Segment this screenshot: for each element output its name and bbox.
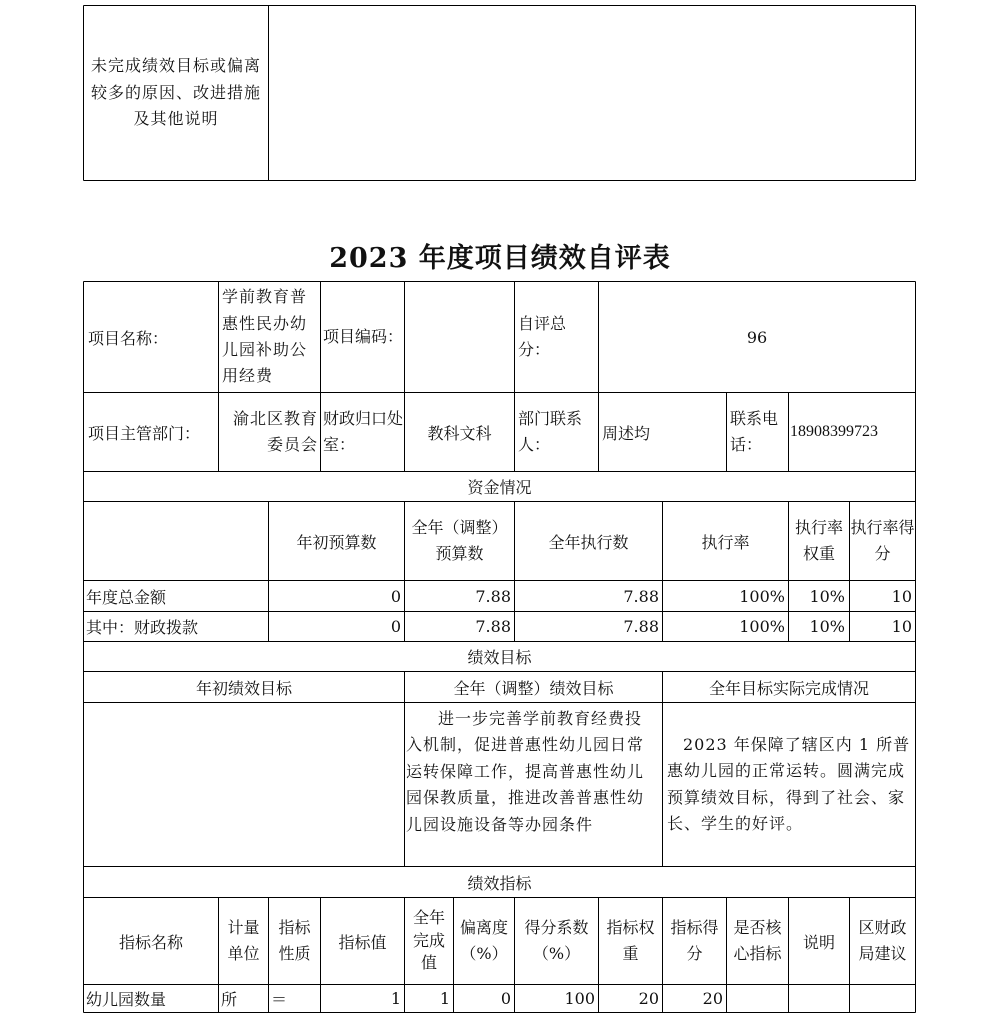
project-code-cell	[405, 282, 514, 392]
ind-col-header	[599, 898, 662, 984]
table-row	[86, 985, 218, 1012]
ind-col-score: 指标得分	[670, 917, 719, 963]
phone-label: 联系电话：	[730, 408, 779, 454]
contact-label-cell	[518, 393, 596, 471]
finance-office-label-cell	[323, 393, 403, 471]
unfinished-reason-value	[269, 6, 915, 180]
ind-col-header	[789, 898, 849, 984]
ind-row-deviation: 0	[500, 989, 511, 1008]
ind-row-coefficient: 100	[564, 989, 595, 1008]
funds-row-total-label: 年度总金额	[86, 587, 167, 607]
funds-col-rate-weight: 执行率权重	[794, 517, 843, 563]
funds-fiscal-rate: 100%	[739, 617, 785, 636]
goals-initial-cell	[88, 706, 400, 864]
funds-col-rate-score: 执行率得分	[850, 517, 915, 563]
funds-fiscal-adjusted: 7.88	[475, 617, 511, 636]
table-cell	[663, 985, 723, 1012]
funds-col-adjusted-budget: 全年（调整）预算数	[411, 517, 508, 563]
project-name-cell	[222, 282, 318, 392]
ind-col-header	[727, 898, 788, 984]
project-name: 学前教育普惠性民办幼儿园补助公用经费	[222, 287, 308, 386]
ind-col-header	[405, 898, 453, 984]
goals-col-initial: 年初绩效目标	[195, 678, 292, 698]
funds-total-executed: 7.88	[623, 586, 659, 606]
ind-row-completed: 1	[439, 989, 450, 1008]
table-cell	[599, 985, 659, 1012]
project-code-label-cell	[323, 282, 403, 392]
project-name-label: 项目名称：	[88, 328, 169, 348]
ind-col-name: 指标名称	[118, 932, 183, 952]
funds-section-title-text: 资金情况	[467, 478, 532, 497]
ind-row-target: 1	[390, 989, 401, 1008]
goals-actual-text: 2023 年保障了辖区内 1 所普惠幼儿园的正常运转。圆满完成预算绩效目标，得到了社会、家长、学生的好评。	[667, 734, 911, 833]
funds-total-weight: 10%	[809, 586, 845, 606]
project-code-label: 项目编码：	[323, 326, 404, 346]
project-name-label-cell	[88, 282, 218, 392]
table-cell	[269, 612, 401, 641]
table-cell	[515, 985, 595, 1012]
finance-office-value: 教科文科	[427, 423, 492, 443]
indicators-section-title	[84, 867, 915, 897]
ind-col-header	[663, 898, 726, 984]
dept-cell	[222, 393, 318, 471]
ind-col-header	[321, 898, 404, 984]
ind-col-header	[84, 898, 218, 984]
goals-actual-cell	[667, 703, 911, 866]
self-score-cell	[599, 282, 915, 392]
ind-row-unit: 所	[221, 990, 238, 1009]
ind-col-core: 是否核心指标	[733, 917, 782, 963]
top-table-label-cell	[84, 6, 268, 180]
indicators-section-title-text: 绩效指标	[467, 873, 532, 893]
funds-fiscal-executed: 7.88	[623, 617, 659, 636]
table-cell	[663, 581, 785, 611]
funds-total-initial: 0	[390, 586, 401, 606]
goals-section-title	[84, 642, 915, 671]
funds-col-exec-rate: 执行率	[701, 532, 750, 552]
funds-section-title	[84, 472, 915, 501]
self-score-label-cell	[518, 282, 596, 392]
funds-col-executed: 全年执行数	[548, 532, 629, 552]
self-score-label: 自评总分：	[518, 313, 567, 359]
ind-row-weight: 20	[638, 989, 659, 1008]
table-cell	[405, 985, 450, 1012]
ind-col-weight: 指标权重	[606, 917, 655, 963]
table-cell	[221, 985, 268, 1012]
dept-value: 渝北区教育委员会	[232, 408, 318, 454]
funds-total-rate: 100%	[739, 586, 785, 606]
table-cell	[321, 985, 401, 1012]
funds-col-header	[515, 502, 662, 580]
goals-adjusted-text: 进一步完善学前教育经费投入机制，促进普惠性幼儿园日常运转保障工作，提高普惠性幼儿园保教质量，推进改善普惠性幼儿园设施设备等办园条件	[406, 709, 645, 834]
ind-col-header	[850, 898, 915, 984]
ind-col-header	[269, 898, 320, 984]
phone-label-cell	[730, 393, 787, 471]
table-cell	[515, 612, 659, 641]
dept-label-cell	[88, 393, 218, 471]
table-cell	[850, 581, 912, 611]
contact-label: 部门联系人：	[518, 408, 583, 454]
funds-total-adjusted: 7.88	[475, 586, 511, 606]
finance-office-label: 财政归口处室：	[323, 408, 404, 454]
funds-col-initial-budget: 年初预算数	[296, 532, 377, 552]
ind-col-coefficient: 得分系数（%）	[524, 917, 589, 963]
funds-total-score: 10	[891, 586, 912, 606]
ind-col-advice: 区财政局建议	[858, 917, 907, 963]
funds-fiscal-score: 10	[891, 617, 912, 636]
funds-col-header	[405, 502, 514, 580]
ind-row-name: 幼儿园数量	[86, 990, 167, 1009]
contact-cell	[602, 393, 724, 471]
table-cell	[850, 612, 912, 641]
goals-col-adjusted: 全年（调整）绩效目标	[453, 678, 614, 698]
self-score-value: 96	[746, 327, 768, 347]
table-row-label	[86, 612, 268, 641]
goals-col-header	[663, 672, 915, 702]
funds-col-header	[663, 502, 788, 580]
table-cell	[405, 612, 511, 641]
funds-fiscal-weight: 10%	[809, 617, 845, 636]
ind-row-nature: ＝	[271, 990, 288, 1009]
ind-col-target: 指标值	[338, 932, 387, 952]
table-cell	[789, 985, 849, 1012]
goals-col-actual: 全年目标实际完成情况	[708, 678, 869, 698]
funds-col-header	[850, 502, 915, 580]
phone-cell	[790, 393, 915, 471]
ind-col-header	[454, 898, 514, 984]
funds-col-header	[269, 502, 404, 580]
ind-col-note: 说明	[802, 932, 835, 952]
phone-value: 18908399723	[790, 423, 878, 440]
table-row-label	[86, 581, 268, 611]
finance-office-cell	[405, 393, 514, 471]
dept-label: 项目主管部门：	[88, 423, 201, 443]
table-cell	[405, 581, 511, 611]
ind-col-nature: 指标性质	[278, 918, 311, 963]
table-cell	[727, 985, 788, 1012]
table-cell	[850, 985, 915, 1012]
table-cell	[269, 581, 401, 611]
ind-col-header	[219, 898, 268, 984]
ind-col-completed: 全年完成值	[412, 908, 445, 973]
funds-row-fiscal-label: 其中：财政拨款	[86, 618, 199, 637]
table-cell	[789, 612, 845, 641]
goals-section-title-text: 绩效目标	[467, 648, 532, 667]
contact-value: 周述均	[602, 423, 651, 443]
unfinished-reason-label: 未完成绩效目标或偏离较多的原因、改进措施及其他说明	[91, 56, 262, 129]
table-cell	[454, 985, 511, 1012]
goals-col-header	[84, 672, 404, 702]
table-cell	[789, 581, 845, 611]
table-cell	[271, 985, 320, 1012]
funds-fiscal-initial: 0	[390, 617, 401, 636]
goals-col-header	[405, 672, 662, 702]
table-cell	[663, 612, 785, 641]
funds-col-header	[789, 502, 849, 580]
ind-col-unit: 计量单位	[227, 918, 260, 963]
table-cell	[515, 581, 659, 611]
ind-col-header	[515, 898, 598, 984]
page-title: 2023 年度项目绩效自评表	[329, 243, 671, 274]
ind-col-deviation: 偏离度（%）	[459, 917, 508, 963]
ind-row-score: 20	[702, 989, 723, 1008]
